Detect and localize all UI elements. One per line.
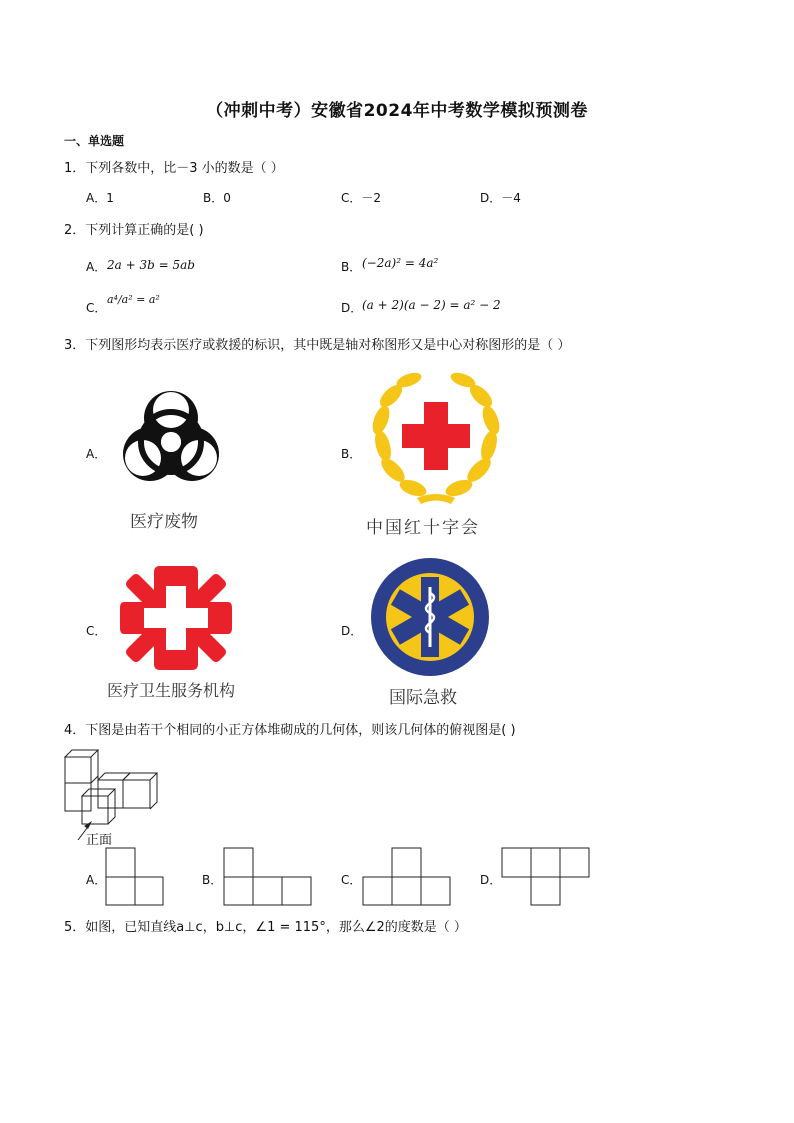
question-1-stem: 1．下列各数中，比－3 小的数是（ ） bbox=[64, 161, 284, 176]
q3-caption-c: 医疗卫生服务机构 bbox=[107, 681, 236, 700]
medical-service-cross-icon bbox=[120, 562, 232, 674]
q4-option-c-label: C． bbox=[341, 873, 362, 887]
q2-option-a-expr: 2a + 3b = 5ab bbox=[107, 258, 195, 272]
question-3-stem: 3．下列图形均表示医疗或救援的标识，其中既是轴对称图形又是中心对称图形的是（ ） bbox=[64, 338, 571, 353]
q2-option-d-label: D． bbox=[341, 301, 363, 315]
q2-option-b-expr: (−2a)² = 4a² bbox=[362, 256, 439, 270]
q4-option-d-figure bbox=[501, 847, 591, 907]
q3-option-b-label: B． bbox=[341, 447, 362, 461]
q3-caption-b: 中国红十字会 bbox=[366, 518, 480, 538]
q4-option-a-figure bbox=[105, 847, 165, 907]
q1-option-d: D．－4 bbox=[480, 191, 521, 205]
question-4-stem: 4．下图是由若干个相同的小正方体堆砌成的几何体，则该几何体的俯视图是( ) bbox=[64, 723, 516, 738]
q2-option-b-label: B． bbox=[341, 260, 362, 274]
q1-option-b: B．0 bbox=[203, 191, 231, 205]
q3-caption-d: 国际急救 bbox=[389, 688, 457, 708]
front-view-label: 正面 bbox=[86, 833, 113, 848]
q3-option-d-label: D． bbox=[341, 624, 363, 638]
question-5-stem: 5．如图，已知直线a⊥c，b⊥c，∠1 = 115°，那么∠2的度数是（ ） bbox=[64, 920, 467, 935]
star-of-life-icon bbox=[370, 557, 490, 677]
q2-option-a-label: A． bbox=[86, 260, 107, 274]
q4-option-c-figure bbox=[362, 847, 452, 907]
q2-option-c-label: C． bbox=[86, 301, 107, 315]
q3-caption-a: 医疗废物 bbox=[130, 512, 198, 532]
q1-option-a: A．1 bbox=[86, 191, 114, 205]
stacked-cubes-figure bbox=[60, 740, 170, 840]
red-cross-wreath-icon bbox=[365, 366, 507, 508]
q4-option-b-figure bbox=[223, 847, 313, 907]
q4-option-a-label: A． bbox=[86, 873, 107, 887]
question-2-stem: 2．下列计算正确的是( ) bbox=[64, 223, 204, 238]
q3-option-a-label: A． bbox=[86, 447, 107, 461]
q1-option-c: C．－2 bbox=[341, 191, 382, 205]
q4-option-b-label: B． bbox=[202, 873, 223, 887]
q4-option-d-label: D． bbox=[480, 873, 502, 887]
q2-option-d-expr: (a + 2)(a − 2) = a² − 2 bbox=[362, 298, 501, 312]
section-heading: 一、单选题 bbox=[64, 134, 125, 148]
q3-option-c-label: C． bbox=[86, 624, 107, 638]
page-title: （冲刺中考）安徽省2024年中考数学模拟预测卷 bbox=[206, 101, 588, 121]
q2-option-c-expr: a⁴/a² = a² bbox=[107, 293, 160, 306]
biohazard-icon bbox=[112, 380, 230, 498]
